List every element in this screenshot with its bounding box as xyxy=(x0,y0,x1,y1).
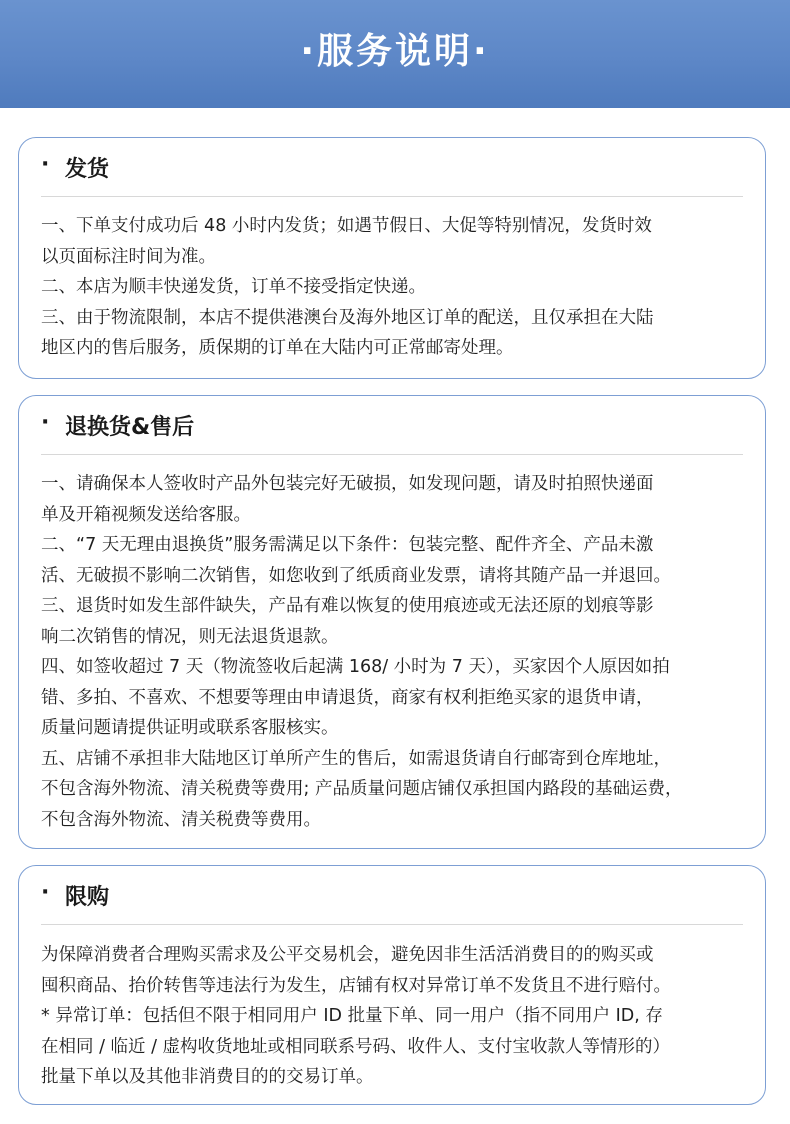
section-shipping xyxy=(18,137,766,379)
text-line: 为保障消费者合理购买需求及公平交易机会，避免因非生活活消费目的的购买或 xyxy=(41,945,654,965)
section-title: 退换货&售后 xyxy=(65,414,195,440)
section-header xyxy=(41,396,743,455)
text-line: 响二次销售的情况，则无法退货退款。 xyxy=(41,626,339,647)
section-header xyxy=(41,866,743,925)
text-line: 批量下单以及其他非消费目的的交易订单。 xyxy=(41,1067,374,1087)
text-line: 质量问题请提供证明或联系客服核实。 xyxy=(41,718,339,738)
section-title: 发货 xyxy=(65,156,110,182)
text-line: 单及开箱视频发送给客服。 xyxy=(41,504,251,525)
text-line: 以页面标注时间为准。 xyxy=(41,246,216,267)
bullet-dot: · xyxy=(41,879,50,905)
text-line: 二、“7 天无理由退换货”服务需满足以下条件：包装完整、配件齐全、产品未激 xyxy=(41,535,654,555)
text-line: 不包含海外物流、清关税费等费用。 xyxy=(41,809,321,830)
section-body xyxy=(41,940,751,1093)
section-header xyxy=(41,138,743,197)
page-title: ·服务说明· xyxy=(300,31,490,72)
text-line: * 异常订单：包括但不限于相同用户 ID 批量下单、同一用户（指不同用户 ID, 存 xyxy=(41,1006,663,1026)
text-line: 一、下单支付成功后 48 小时内发货；如遇节假日、大促等特别情况，发货时效 xyxy=(41,216,652,236)
text-line: 错、多拍、不喜欢、不想要等理由申请退货，商家有权利拒绝买家的退货申请， xyxy=(41,687,654,708)
section-purchase-limit xyxy=(18,865,766,1105)
text-line: 囤积商品、抬价转售等违法行为发生，店铺有权对异常订单不发货且不进行赔付。 xyxy=(41,975,671,996)
text-line: 地区内的售后服务，质保期的订单在大陆内可正常邮寄处理。 xyxy=(41,338,514,358)
section-body xyxy=(41,469,751,835)
bullet-dot: · xyxy=(41,151,50,177)
text-line: 不包含海外物流、清关税费等费用; 产品质量问题店铺仅承担国内路段的基础运费， xyxy=(41,779,683,799)
section-body xyxy=(41,211,751,364)
text-line: 三、由于物流限制，本店不提供港澳台及海外地区订单的配送，且仅承担在大陆 xyxy=(41,307,654,328)
text-line: 五、店铺不承担非大陆地区订单所产生的售后，如需退货请自行邮寄到仓库地址， xyxy=(41,748,671,769)
text-line: 四、如签收超过 7 天（物流签收后起满 168/ 小时为 7 天），买家因个人原因如拍 xyxy=(41,657,670,677)
text-line: 三、退货时如发生部件缺失，产品有难以恢复的使用痕迹或无法还原的划痕等影 xyxy=(41,596,654,616)
text-line: 活、无破损不影响二次销售，如您收到了纸质商业发票，请将其随产品一并退回。 xyxy=(41,565,671,586)
text-line: 二、本店为顺丰快递发货，订单不接受指定快递。 xyxy=(41,277,426,297)
section-title: 限购 xyxy=(65,884,110,910)
section-returns xyxy=(18,395,766,849)
text-line: 在相同 / 临近 / 虚构收货地址或相同联系号码、收件人、支付宝收款人等情形的） xyxy=(41,1036,671,1057)
text-line: 一、请确保本人签收时产品外包装完好无破损，如发现问题，请及时拍照快递面 xyxy=(41,474,654,494)
bullet-dot: · xyxy=(41,409,50,435)
header-banner xyxy=(0,0,790,108)
